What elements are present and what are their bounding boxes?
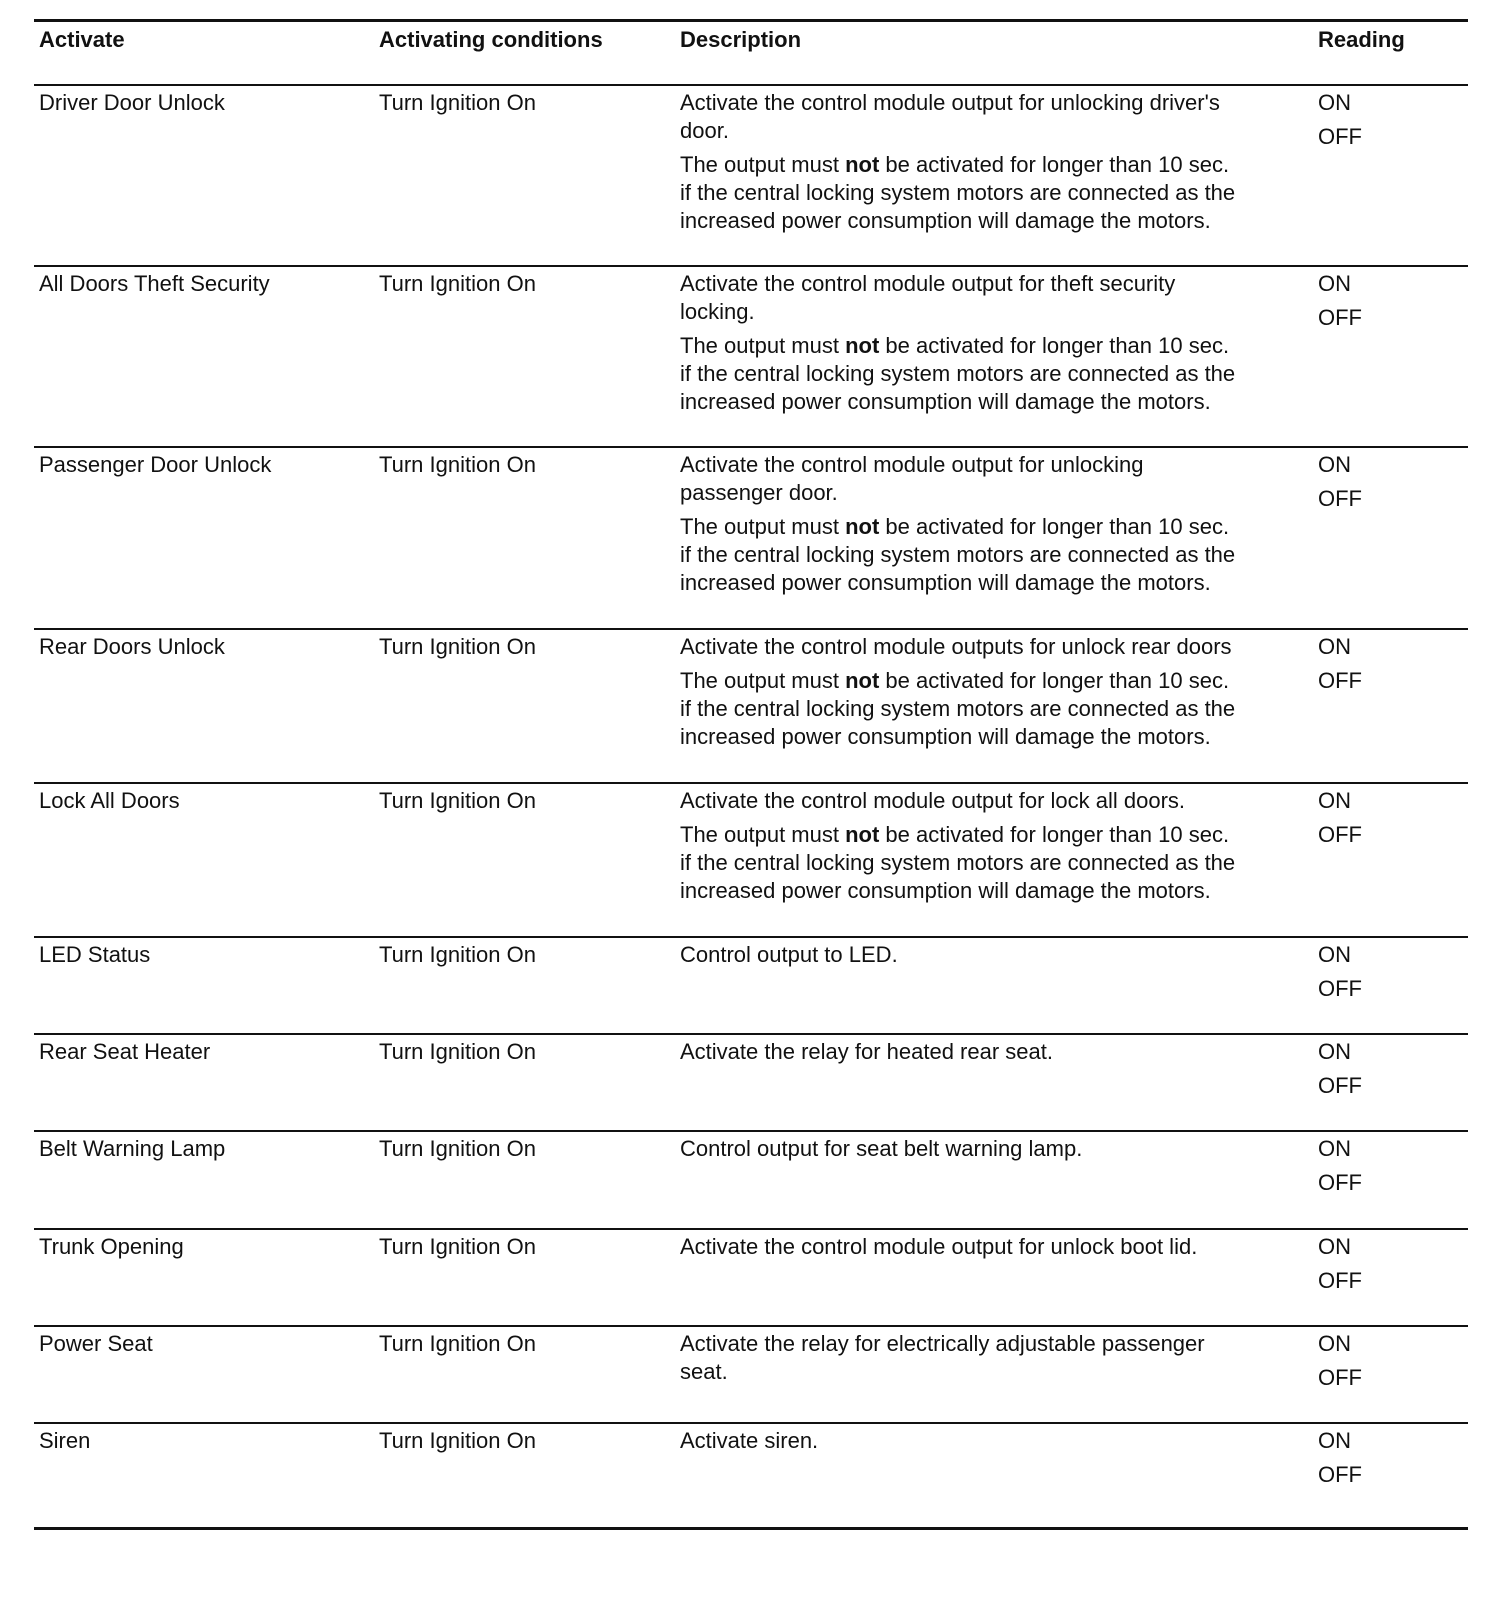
reading-value: OFF	[1318, 1073, 1362, 1098]
activate-cell: Siren	[39, 1428, 91, 1453]
condition-cell: Turn Ignition On	[379, 90, 536, 115]
description-line: Activate siren.	[680, 1428, 819, 1453]
warning-not: not	[845, 822, 880, 847]
description-text	[680, 633, 1235, 661]
reading-cell	[1318, 941, 1362, 1003]
reading-value: OFF	[1318, 1268, 1362, 1293]
reading-value: ON	[1318, 452, 1351, 477]
warning-note	[680, 332, 1235, 416]
warning-line-3: increased power consumption will damage the motors.	[680, 570, 1211, 595]
description-line: Activate the relay for electrically adjustable passenger	[680, 1331, 1205, 1356]
description-text	[680, 1038, 1053, 1066]
reading-value: OFF	[1318, 1170, 1362, 1195]
description-text	[680, 787, 1235, 815]
warning-pre: The output must	[680, 822, 846, 847]
description-cell	[680, 1038, 1053, 1066]
description-line: locking.	[680, 299, 755, 324]
activate-cell: Rear Doors Unlock	[39, 634, 225, 659]
warning-line-2: if the central locking system motors are connected as the	[680, 696, 1236, 721]
activate-cell: Driver Door Unlock	[39, 90, 225, 115]
table-top-rule	[34, 19, 1468, 22]
description-text	[680, 1135, 1082, 1163]
warning-line-3: increased power consumption will damage the motors.	[680, 724, 1211, 749]
description-cell	[680, 89, 1235, 235]
warning-line-3: increased power consumption will damage the motors.	[680, 389, 1211, 414]
header-description: Description	[680, 27, 802, 52]
description-line: Activate the control module output for lock all doors.	[680, 788, 1186, 813]
warning-post: be activated for longer than 10 sec.	[879, 514, 1230, 539]
reading-value: ON	[1318, 1331, 1351, 1356]
reading-cell	[1318, 1427, 1362, 1489]
warning-line-1	[680, 151, 1235, 179]
warning-line-1	[680, 821, 1235, 849]
activate-cell: Rear Seat Heater	[39, 1039, 211, 1064]
activate-cell: Passenger Door Unlock	[39, 452, 272, 477]
warning-note	[680, 513, 1235, 597]
reading-cell	[1318, 270, 1362, 332]
reading-value: OFF	[1318, 124, 1362, 149]
reading-value: OFF	[1318, 305, 1362, 330]
reading-cell	[1318, 633, 1362, 695]
activate-cell: Power Seat	[39, 1331, 153, 1356]
reading-value: OFF	[1318, 1462, 1362, 1487]
condition-cell: Turn Ignition On	[379, 634, 536, 659]
description-line: Activate the control module outputs for unlock rear doors	[680, 634, 1232, 659]
reading-value: ON	[1318, 788, 1351, 813]
warning-line-2: if the central locking system motors are connected as the	[680, 180, 1236, 205]
reading-value: ON	[1318, 271, 1351, 296]
reading-value: OFF	[1318, 822, 1362, 847]
reading-value: ON	[1318, 90, 1351, 115]
warning-line-2: if the central locking system motors are connected as the	[680, 542, 1236, 567]
description-line: Activate the relay for heated rear seat.	[680, 1039, 1053, 1064]
warning-note	[680, 821, 1235, 905]
description-cell	[680, 1427, 818, 1455]
warning-line-1	[680, 332, 1235, 360]
header-activate: Activate	[39, 27, 125, 52]
condition-cell: Turn Ignition On	[379, 1039, 536, 1064]
activate-cell: Belt Warning Lamp	[39, 1136, 226, 1161]
row-rule	[34, 84, 1468, 86]
warning-pre: The output must	[680, 668, 846, 693]
row-rule	[34, 628, 1468, 630]
row-rule	[34, 446, 1468, 448]
warning-line-2: if the central locking system motors are connected as the	[680, 850, 1236, 875]
warning-post: be activated for longer than 10 sec.	[879, 822, 1230, 847]
warning-line-1	[680, 513, 1235, 541]
warning-line-3: increased power consumption will damage the motors.	[680, 878, 1211, 903]
warning-line-2: if the central locking system motors are connected as the	[680, 361, 1236, 386]
description-cell	[680, 1330, 1205, 1386]
description-line: seat.	[680, 1359, 728, 1384]
warning-pre: The output must	[680, 152, 846, 177]
warning-not: not	[845, 333, 880, 358]
reading-value: OFF	[1318, 668, 1362, 693]
condition-cell: Turn Ignition On	[379, 1428, 536, 1453]
row-rule	[34, 936, 1468, 938]
condition-cell: Turn Ignition On	[379, 942, 536, 967]
condition-cell: Turn Ignition On	[379, 271, 536, 296]
table-bottom-rule	[34, 1527, 1468, 1530]
description-cell	[680, 451, 1235, 597]
warning-not: not	[845, 514, 880, 539]
reading-cell	[1318, 451, 1362, 513]
reading-value: OFF	[1318, 976, 1362, 1001]
row-rule	[34, 1325, 1468, 1327]
warning-not: not	[845, 152, 880, 177]
warning-post: be activated for longer than 10 sec.	[879, 668, 1230, 693]
description-cell	[680, 941, 898, 969]
reading-value: ON	[1318, 1234, 1351, 1259]
reading-value: ON	[1318, 1039, 1351, 1064]
condition-cell: Turn Ignition On	[379, 1234, 536, 1259]
reading-value: ON	[1318, 1136, 1351, 1161]
description-line: passenger door.	[680, 480, 838, 505]
row-rule	[34, 782, 1468, 784]
warning-note	[680, 667, 1235, 751]
description-text	[680, 451, 1235, 507]
header-activating-conditions: Activating conditions	[379, 27, 603, 52]
description-text	[680, 1233, 1197, 1261]
reading-cell	[1318, 1038, 1362, 1100]
reading-cell	[1318, 89, 1362, 151]
activate-cell: All Doors Theft Security	[39, 271, 270, 296]
warning-line-1	[680, 667, 1235, 695]
reading-value: OFF	[1318, 486, 1362, 511]
reading-value: OFF	[1318, 1365, 1362, 1390]
row-rule	[34, 1033, 1468, 1035]
description-line: Activate the control module output for unlocking driver's	[680, 90, 1220, 115]
row-rule	[34, 1228, 1468, 1230]
warning-note	[680, 151, 1235, 235]
row-rule	[34, 265, 1468, 267]
description-text	[680, 941, 898, 969]
reading-value: ON	[1318, 1428, 1351, 1453]
warning-not: not	[845, 668, 880, 693]
activate-cell: LED Status	[39, 942, 151, 967]
activate-cell: Lock All Doors	[39, 788, 180, 813]
row-rule	[34, 1422, 1468, 1424]
reading-value: ON	[1318, 942, 1351, 967]
condition-cell: Turn Ignition On	[379, 452, 536, 477]
description-text	[680, 1330, 1205, 1386]
warning-post: be activated for longer than 10 sec.	[879, 333, 1230, 358]
description-cell	[680, 787, 1235, 905]
description-cell	[680, 1233, 1197, 1261]
condition-cell: Turn Ignition On	[379, 1331, 536, 1356]
row-rule	[34, 1130, 1468, 1132]
warning-post: be activated for longer than 10 sec.	[879, 152, 1230, 177]
activate-cell: Trunk Opening	[39, 1234, 184, 1259]
reading-value: ON	[1318, 634, 1351, 659]
description-line: Control output for seat belt warning lamp.	[680, 1136, 1083, 1161]
description-line: Control output to LED.	[680, 942, 898, 967]
warning-line-3: increased power consumption will damage the motors.	[680, 208, 1211, 233]
condition-cell: Turn Ignition On	[379, 1136, 536, 1161]
description-cell	[680, 270, 1235, 416]
description-cell	[680, 1135, 1082, 1163]
description-cell	[680, 633, 1235, 751]
description-text	[680, 89, 1235, 145]
header-reading: Reading	[1318, 27, 1405, 52]
description-text	[680, 270, 1235, 326]
warning-pre: The output must	[680, 514, 846, 539]
warning-pre: The output must	[680, 333, 846, 358]
reading-cell	[1318, 787, 1362, 849]
description-line: Activate the control module output for unlocking	[680, 452, 1144, 477]
description-text	[680, 1427, 818, 1455]
description-line: Activate the control module output for unlock boot lid.	[680, 1234, 1198, 1259]
description-line: Activate the control module output for theft security	[680, 271, 1176, 296]
description-line: door.	[680, 118, 729, 143]
condition-cell: Turn Ignition On	[379, 788, 536, 813]
reading-cell	[1318, 1330, 1362, 1392]
reading-cell	[1318, 1135, 1362, 1197]
reading-cell	[1318, 1233, 1362, 1295]
